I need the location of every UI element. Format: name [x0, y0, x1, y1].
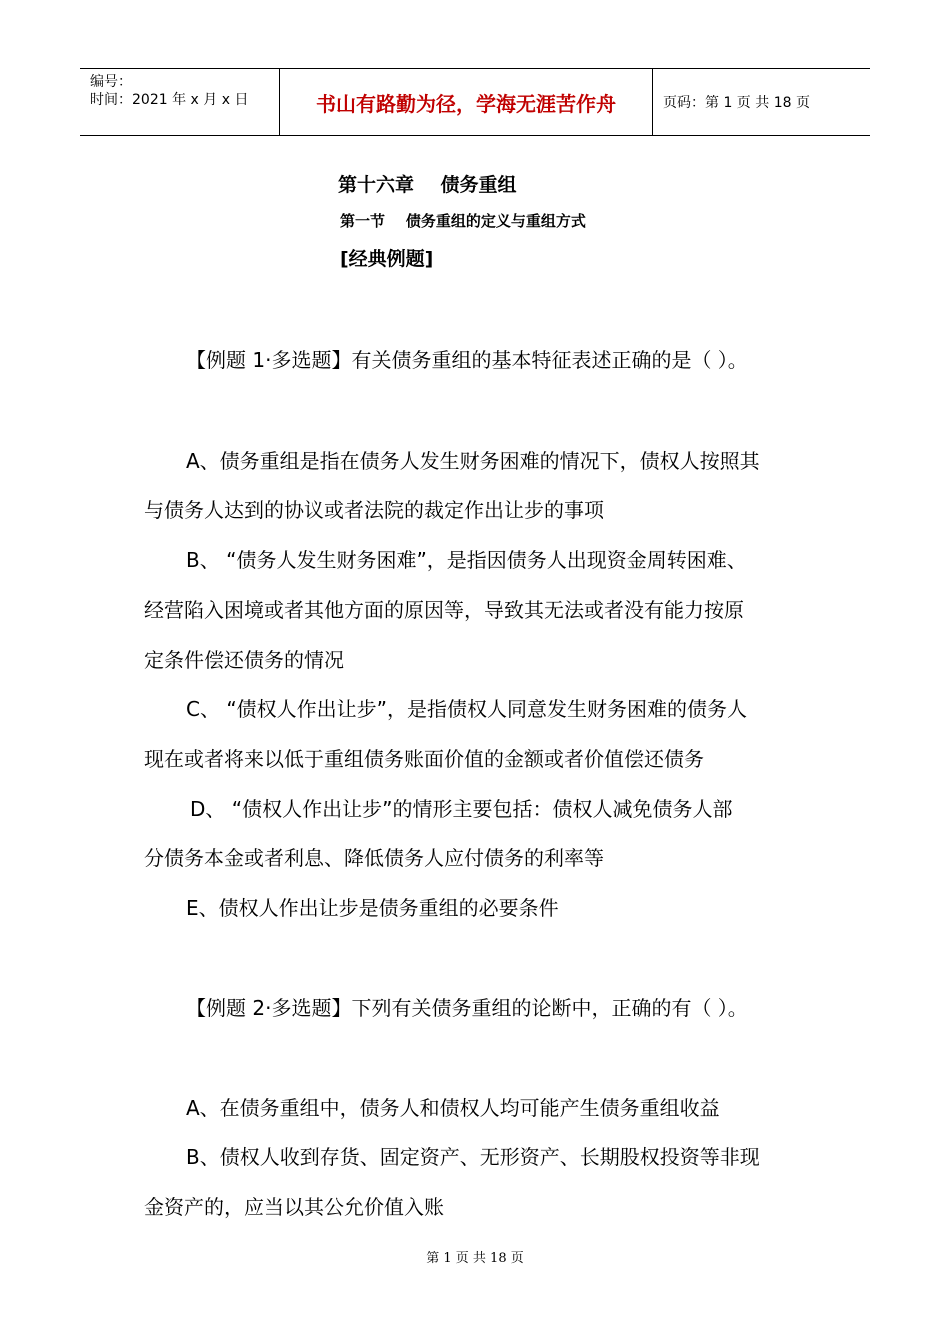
q2-stem: 【例题 2·多选题】下列有关债务重组的论断中，正确的有（ ）。: [186, 996, 748, 1020]
page-footer: 第 1 页 共 18 页: [426, 1251, 524, 1266]
q1-option-c-line1: C、 “债权人作出让步”，是指债权人同意发生财务困难的债务人: [186, 697, 748, 721]
q1-option-c-line2: 现在或者将来以低于重组债务账面价值的金额或者价值偿还债务: [144, 747, 704, 771]
time-label: 时间：2021 年 x 月 x 日: [90, 92, 249, 108]
q1-option-a-line2: 与债务人达到的协议或者法院的裁定作出让步的事项: [144, 498, 604, 522]
q1-option-a-line1: A、债务重组是指在债务人发生财务困难的情况下，债权人按照其: [186, 449, 760, 473]
chapter-title: 第十六章 债务重组: [338, 174, 517, 196]
section-title: 第一节 债务重组的定义与重组方式: [340, 212, 586, 230]
header-meta: [80, 69, 280, 135]
q2-option-b-line1: B、债权人收到存货、固定资产、无形资产、长期股权投资等非现: [186, 1145, 760, 1169]
header-page-info: 页码：第 1 页 共 18 页: [663, 95, 810, 111]
q2-option-a-line1: A、在债务重组中，债务人和债权人均可能产生债务重组收益: [186, 1096, 720, 1120]
header-motto: 书山有路勤为径，学海无涯苦作舟: [280, 69, 653, 135]
q1-stem: 【例题 1·多选题】有关债务重组的基本特征表述正确的是（ ）。: [186, 348, 748, 372]
page-header: [80, 68, 870, 136]
number-label: 编号：: [90, 74, 132, 90]
q2-option-b-line2: 金资产的，应当以其公允价值入账: [144, 1195, 444, 1219]
q1-option-e-line1: E、债权人作出让步是债务重组的必要条件: [186, 896, 559, 920]
q1-option-d-line2: 分债务本金或者利息、降低债务人应付债务的利率等: [144, 846, 604, 870]
q1-option-b-line3: 定条件偿还债务的情况: [144, 648, 344, 672]
q1-option-b-line1: B、 “债务人发生财务困难”，是指因债务人出现资金周转困难、: [186, 548, 747, 572]
q1-option-d-line1: D、 “债权人作出让步”的情形主要包括：债权人减免债务人部: [190, 797, 733, 821]
example-tag: [经典例题]: [340, 248, 434, 270]
q1-option-b-line2: 经营陷入困境或者其他方面的原因等，导致其无法或者没有能力按原: [144, 598, 744, 622]
